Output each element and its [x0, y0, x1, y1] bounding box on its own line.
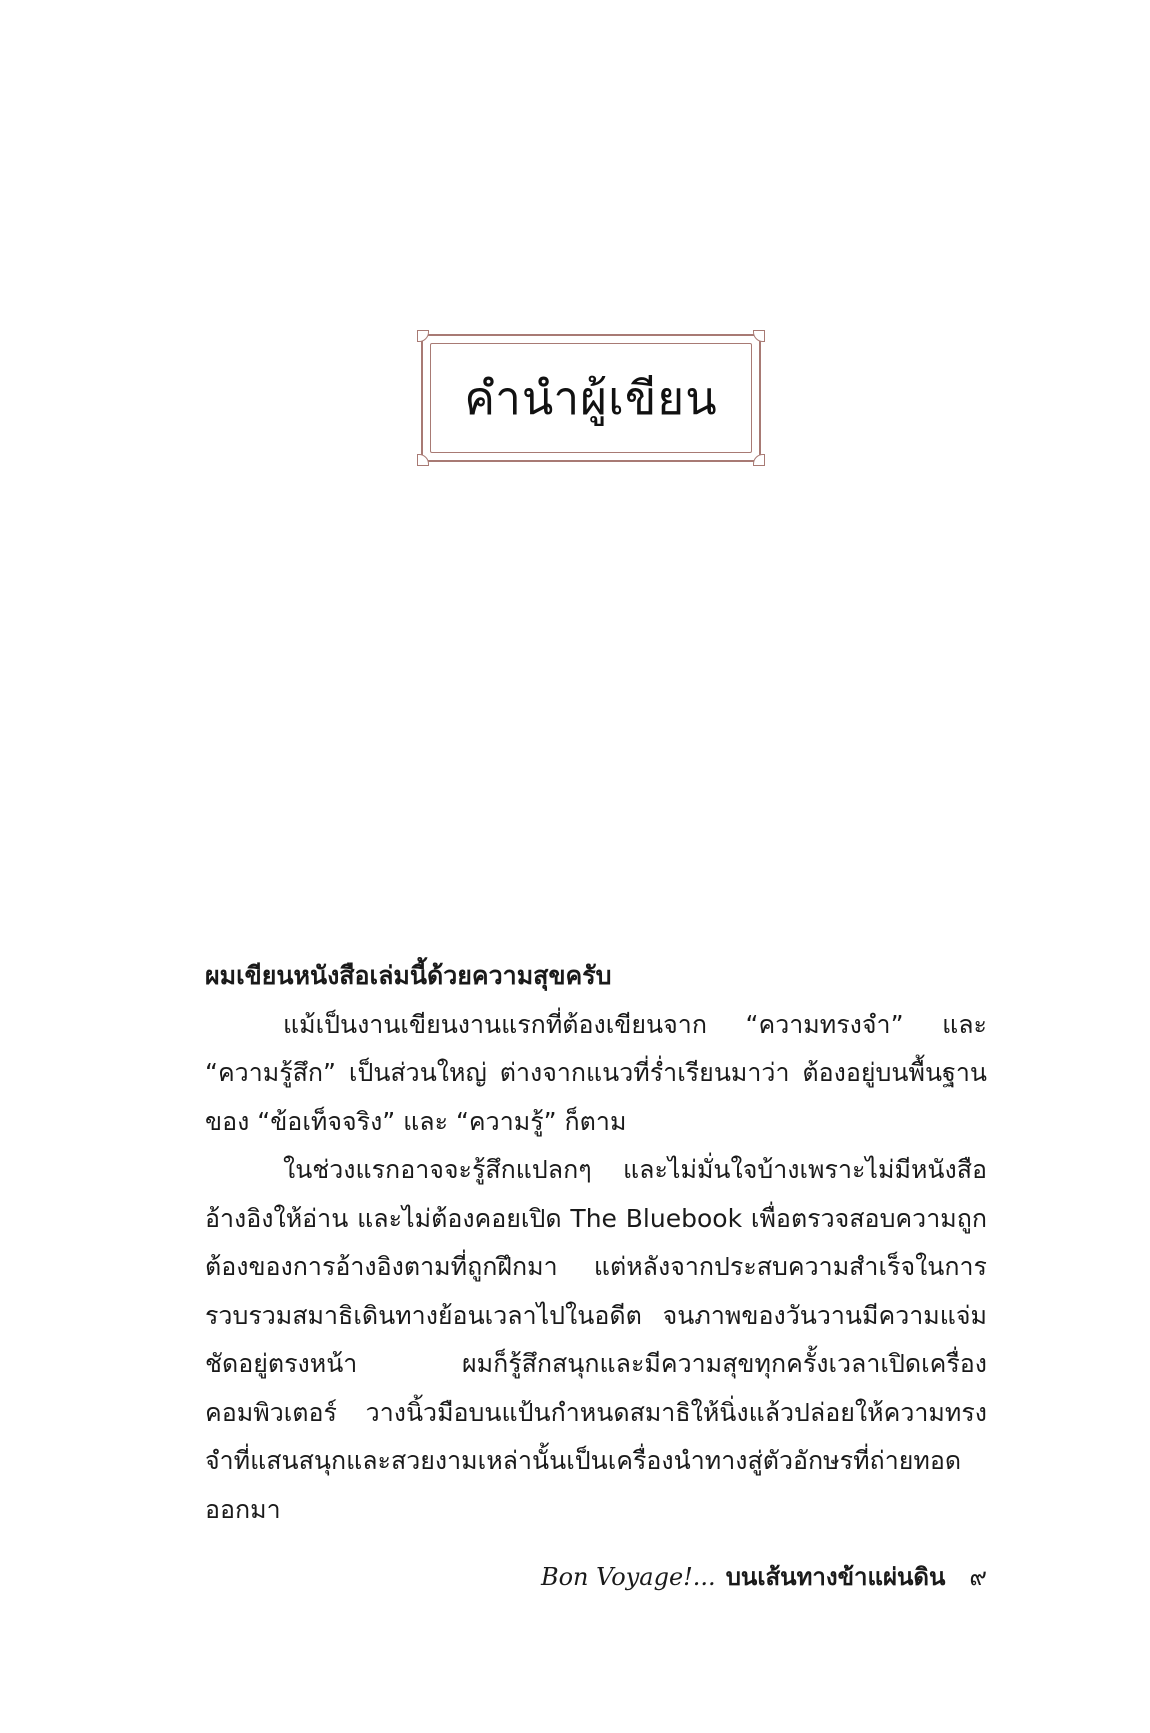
frame-corner-ornament	[753, 330, 765, 342]
opening-heading: ผมเขียนหนังสือเล่มนี้ด้วยความสุขครับ	[205, 961, 612, 990]
page-footer	[541, 1557, 987, 1596]
footer-series-title: Bon Voyage!...	[540, 1563, 716, 1591]
frame-corner-ornament	[753, 454, 765, 466]
frame-corner-ornament	[417, 330, 429, 342]
chapter-title: คำนำผู้เขียน	[464, 370, 718, 425]
paragraph: ในช่วงแรกอาจจะรู้สึกแปลกๆ และไม่มั่นใจบ้างเพราะไม่มีหนังสืออ้างอิงให้อ่าน และไม่ต้องคอยเปิด The Bluebook เพื่อตรวจสอบความถูกต้องของการอ้างอิงตามที่ถูกฝึกมา แต่หลังจากประสบความสำเร็จในการรวบรวมสมาธิเดินทางย้อนเวลาไปในอดีต จนภาพของวันวานมีความแจ่มชัดอยู่ตรงหน้า ผมก็รู้สึกสนุกและมีความสุขทุกครั้งเวลาเปิดเครื่องคอมพิวเตอร์ วางนิ้วมือบนแป้นกำหนดสมาธิให้นิ่งแล้วปล่อยให้ความทรงจำที่แสนสนุกและสวยงามเหล่านั้นเป็นเครื่องนำทางสู่ตัวอักษรที่ถ่ายทอดออกมา	[205, 1155, 987, 1524]
frame-corner-ornament	[417, 454, 429, 466]
footer-book-title: บนเส้นทางข้าแผ่นดิน	[725, 1563, 946, 1591]
chapter-title-inner-frame	[430, 343, 752, 453]
chapter-title-frame	[421, 334, 761, 462]
page-number: ๙	[969, 1563, 987, 1591]
body-text	[205, 952, 987, 1534]
paragraph: แม้เป็นงานเขียนงานแรกที่ต้องเขียนจาก “ความทรงจำ” และ “ความรู้สึก” เป็นส่วนใหญ่ ต่างจากแนวที่ร่ำเรียนมาว่า ต้องอยู่บนพื้นฐานของ “ข้อเท็จจริง” และ “ความรู้” ก็ตาม	[205, 1009, 987, 1136]
